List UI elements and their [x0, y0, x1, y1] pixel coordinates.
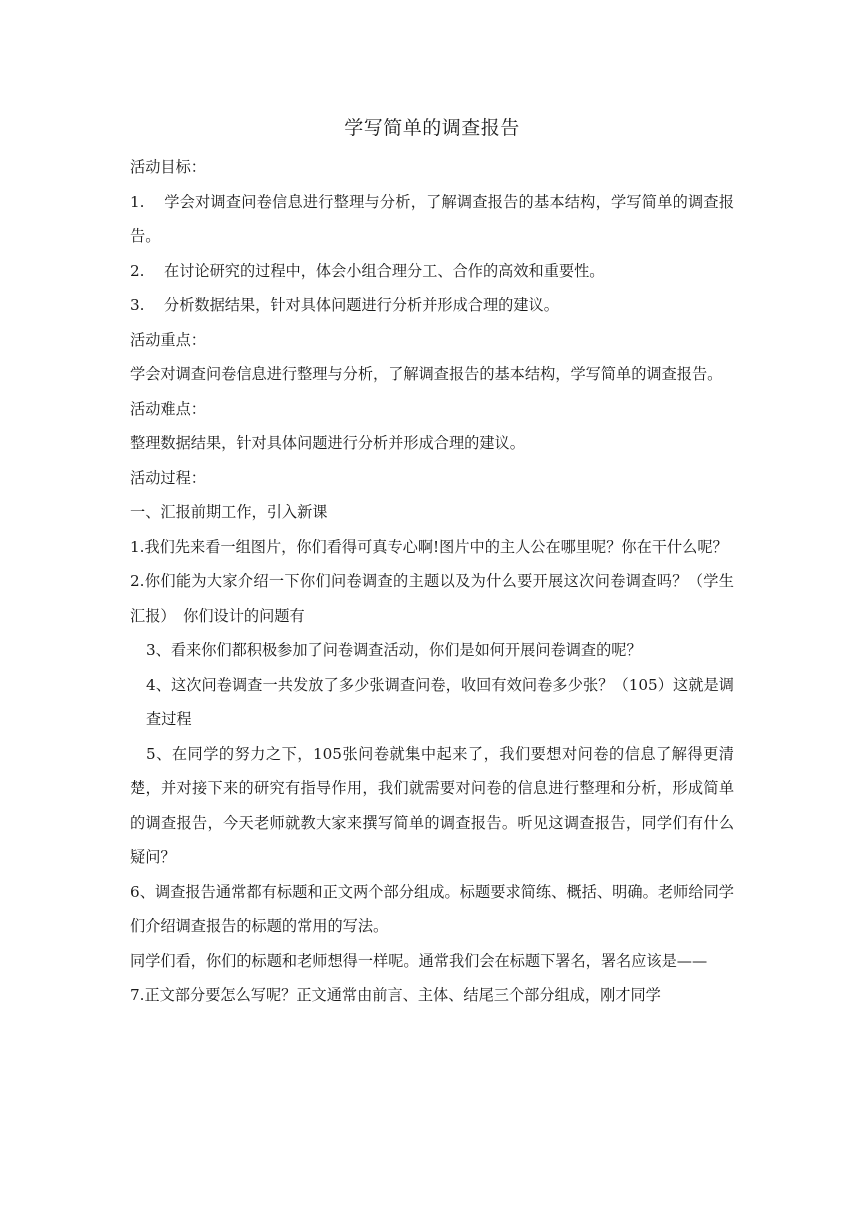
part1-heading: 一、汇报前期工作，引入新课	[130, 503, 328, 521]
document-title: 学写简单的调查报告	[344, 117, 520, 139]
goal-number: 3.	[130, 296, 145, 314]
difficulty-text: 整理数据结果，针对具体问题进行分析并形成合理的建议。	[130, 434, 525, 452]
goal-item	[130, 254, 734, 289]
process-step: 1.我们先来看一组图片，你们看得可真专心啊!图片中的主人公在哪里呢？你在干什么呢？	[130, 537, 728, 556]
process-step-text: 5、在同学的努力之下，105张问卷就集中起来了，我们要想对问卷的信息了解得更清楚，并对接下来的研究有指导作用，我们就需要对问卷的信息进行整理和分析，形成简单的调查报告，今天老师就教大家来撰写简单的调查报告。听见这调查报告，同学们有什么疑问？	[130, 744, 734, 866]
process-step: 7.正文部分要怎么写呢？正文通常由前言、主体、结尾三个部分组成，刚才同学	[130, 986, 661, 1004]
process-step: 同学们看，你们的标题和老师想得一样呢。通常我们会在标题下署名，署名应该是——	[130, 951, 708, 970]
goal-text: 分析数据结果，针对具体问题进行分析并形成合理的建议。	[164, 296, 559, 314]
process-label: 活动过程：	[130, 468, 206, 487]
goal-label: 活动目标：	[130, 158, 206, 176]
focus-text: 学会对调查问卷信息进行整理与分析，了解调查报告的基本结构，学写简单的调查报告。	[130, 365, 723, 383]
goal-number: 1.	[130, 192, 145, 211]
process-step: 2.你们能为大家介绍一下你们问卷调查的主题以及为什么要开展这次问卷调查吗？（学生汇报） 你们设计的问题有	[130, 572, 734, 625]
goal-item	[130, 185, 734, 254]
goal-text: 学会对调查问卷信息进行整理与分析，了解调查报告的基本结构，学写简单的调查报告。	[130, 192, 734, 245]
process-step: 3、看来你们都积极参加了问卷调查活动，你们是如何开展问卷调查的呢？	[146, 641, 642, 659]
process-step	[130, 737, 734, 875]
focus-label: 活动重点：	[130, 330, 206, 349]
process-step	[130, 668, 734, 737]
goal-text: 在讨论研究的过程中，体会小组合理分工、合作的高效和重要性。	[164, 261, 605, 280]
difficulty-label: 活动难点：	[130, 399, 206, 418]
document-body	[130, 150, 734, 1013]
goal-item	[130, 288, 734, 323]
process-step-text: 4、这次问卷调查一共发放了多少张调查问卷，收回有效问卷多少张？（105）这就是调查过程	[146, 675, 734, 728]
goal-number: 2.	[130, 261, 145, 280]
process-step: 6、调查报告通常都有标题和正文两个部分组成。标题要求简练、概括、明确。老师给同学们介绍调查报告的标题的常用的写法。	[130, 882, 734, 935]
